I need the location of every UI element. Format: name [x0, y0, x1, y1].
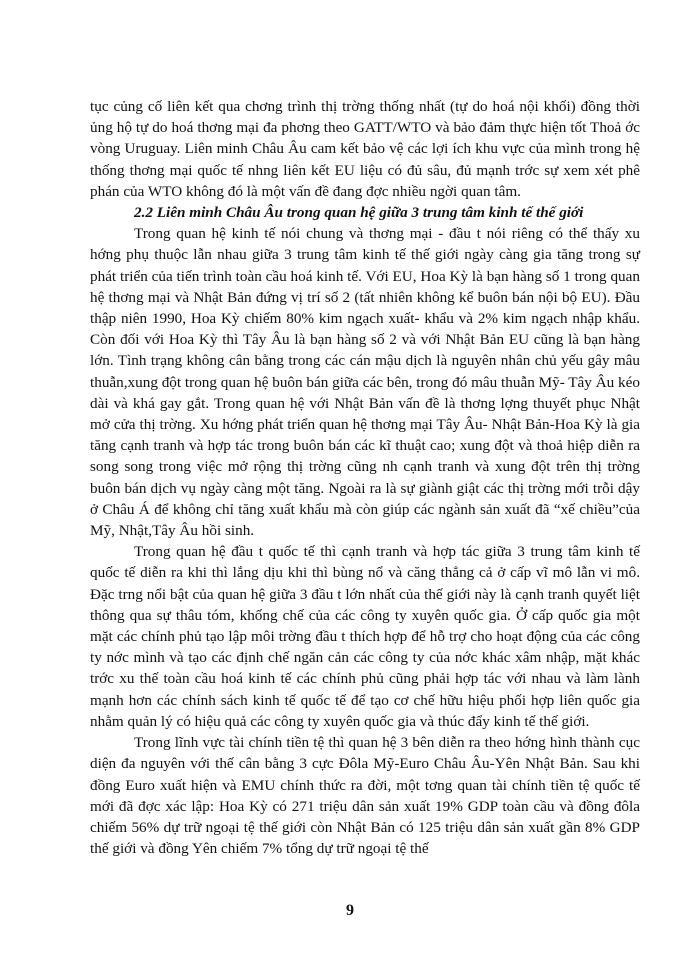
paragraph-trade-relations: Trong quan hệ kinh tế nói chung và thơng mại - đầu t nói riêng có thể thấy xu hớng phụ thuộc lẫn nhau giữa 3 trung tâm kinh tế thế giới ngày càng gia tăng trong sự phát triển của tiến trình toàn cầu hoá kinh tế. Với EU, Hoa Kỳ là bạn hàng số 1 trong quan hệ thơng mại và Nhật Bản đứng vị trí số 2 (tất nhiên không kể buôn bán nội bộ EU). Đầu thập niên 1990, Hoa Kỳ chiếm 80% kim ngạch xuất- khẩu và 2% kim ngạch nhập khẩu. Còn đối với Hoa Kỳ thì Tây Âu là bạn hàng số 2 và với Nhật Bản EU cũng là bạn hàng lớn. Tình trạng không cân bằng trong các cán mậu dịch là nguyên nhân chủ yếu gây mâu thuẫn,xung đột trong quan hệ buôn bán giữa các bên, trong đó mâu thuẫn Mỹ- Tây Âu kéo dài và khá gay gắt. Trong quan hệ với Nhật Bản vấn đề là thơng lợng thuyết phục Nhật mở cửa thị trờng. Xu hớng phát triển quan hệ thơng mại Tây Âu- Nhật Bản-Hoa Kỳ là gia tăng cạnh tranh và hợp tác trong buôn bán các kĩ thuật cao; xung đột và thoả hiệp diễn ra song song trong việc mở rộng thị trờng cũng nh cạnh tranh và xung đột trên thị trờng buôn bán dịch vụ ngày càng một tăng. Ngoài ra là sự giành giật các thị trờng mới trỗi dậy ở Châu Á để không chỉ tăng xuất khẩu mà còn giúp các ngành sản xuất đã “xế chiều”của Mỹ, Nhật,Tây Âu hồi sinh. — [90, 225, 640, 540]
paragraph-continuation: tục củng cố liên kết qua chơng trình thị trờng thống nhất (tự do hoá nội khối) đồng thời ủng hộ tự do hoá thơng mại đa phơng theo GATT/WTO và bảo đảm thực hiện tốt Thoả ớc vòng Uruguay. Liên minh Châu Âu cam kết bảo vệ các lợi ích khu vực của mình trong hệ thống thơng mại quốc tế nhng liên kết EU liệu có đủ sâu, đủ mạnh trớc sự xem xét phê phán của WTO không đó là một vấn đề đang đợc nhiều ngời quan tâm. — [90, 98, 640, 200]
paragraph-finance-relations: Trong lĩnh vực tài chính tiền tệ thì quan hệ 3 bên diễn ra theo hớng hình thành cục diện đa nguyên với thế cân bằng 3 cực Đôla Mỹ-Euro Châu Âu-Yên Nhật Bản. Sau khi đồng Euro xuất hiện và EMU chính thức ra đời, một tơng quan tài chính tiền tệ quốc tế mới đã đợc xác lập: Hoa Kỳ có 271 triệu dân sản xuất 19% GDP toàn cầu và đồng đôla chiếm 56% dự trữ ngoại tệ thế giới còn Nhật Bản có 125 triệu dân sản xuất gần 8% GDP thế giới và đồng Yên chiếm 7% tổng dự trữ ngoại tệ thế — [90, 734, 640, 858]
paragraph-investment-relations: Trong quan hệ đầu t quốc tế thì cạnh tranh và hợp tác giữa 3 trung tâm kinh tế quốc tế diễn ra khi thì lắng dịu khi thì bùng nổ và căng thẳng cả ở cấp vĩ mô lẫn vi mô. Đặc trng nổi bật của quan hệ giữa 3 đầu t lớn nhất của thế giới này là cạnh tranh quyết liệt thông qua sự thâu tóm, khống chế của các công ty xuyên quốc gia. Ở cấp quốc gia một mặt các chính phủ tạo lập môi trờng đầu t thích hợp để hỗ trợ cho hoạt động của các công ty nớc mình và tạo các định chế ngăn cản các công ty của nớc khác xâm nhập, mặt khác trớc xu thế toàn cầu hoá kinh tế các chính phủ cũng phải hợp tác với nhau và làm lành mạnh hơn các chính sách kinh tế quốc tế để tạo cơ chế hữu hiệu phối hợp liên quốc gia nhằm quản lý có hiệu quả các công ty xuyên quốc gia và thúc đẩy kinh tế thế giới. — [90, 543, 640, 730]
page-number: 9 — [346, 902, 354, 919]
section-heading: 2.2 Liên minh Châu Âu trong quan hệ giữa 3 trung tâm kinh tế thế giới — [134, 204, 584, 222]
document-body — [90, 96, 640, 859]
